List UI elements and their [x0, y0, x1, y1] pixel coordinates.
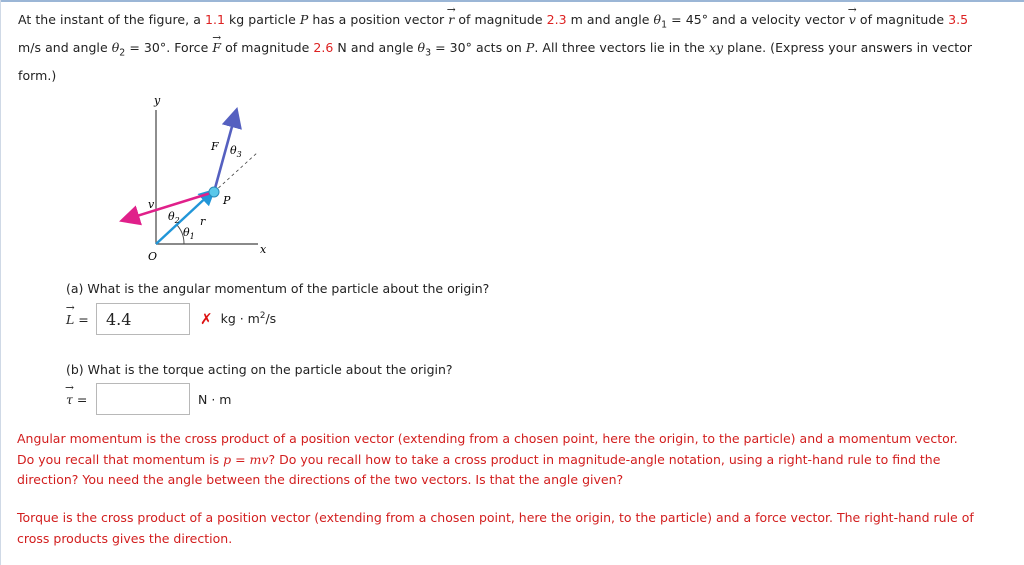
x-axis-label: x [260, 243, 267, 256]
answer-b-label: → τ = [66, 392, 96, 407]
theta2-label: $\theta_2$ [168, 210, 180, 225]
force-label: F [211, 140, 219, 153]
velocity-label: v [148, 198, 155, 211]
top-border [0, 0, 1024, 2]
theta3-label: $\theta_3$ [230, 144, 242, 159]
answer-row-a [66, 303, 276, 335]
vector-diagram [110, 92, 280, 272]
angular-momentum-input[interactable]: 4.4 [96, 303, 190, 335]
y-axis-label: y [154, 94, 161, 107]
incorrect-icon: ✗ [200, 310, 213, 328]
mass-value: 1.1 [204, 12, 225, 27]
hint-angular-momentum: Angular momentum is the cross product of a position vector (extending from a chosen point, here the origin, to the particle) and a momentum vector. Do you recall that momentum is p = mv? Do you recall how to take a cross product in magnitude-angle notation, using a right-hand rule to find the direction? You need the angle between the directions of the two vectors. Is that the angle given? [17, 431, 958, 487]
unit-b: N · m [198, 391, 232, 407]
v-magnitude: 3.5 [948, 12, 969, 27]
F-vector-symbol: → F [212, 37, 221, 60]
question-b: (b) What is the torque acting on the particle about the origin? [66, 362, 453, 377]
particle-label: P [223, 194, 231, 207]
left-border [0, 0, 1, 565]
answer-row-b [66, 383, 231, 415]
v-vector-symbol: → v [849, 9, 856, 32]
hint-torque: Torque is the cross product of a position vector (extending from a chosen point, here the origin, to the particle) and a force vector. The right-hand rule of cross products gives the direction. [17, 510, 974, 546]
torque-input[interactable] [96, 383, 190, 415]
particle-P [209, 187, 219, 197]
theta1-label: $\theta_1$ [183, 226, 195, 241]
position-label: r [200, 215, 206, 228]
origin-label: O [148, 250, 158, 263]
r-vector-symbol: → r [448, 9, 454, 32]
unit-a: kg · $m^2/s$ [220, 311, 277, 327]
r-magnitude: 2.3 [546, 12, 567, 27]
question-a: (a) What is the angular momentum of the particle about the origin? [66, 281, 490, 296]
problem-statement: At the instant of the figure, a 1.1 kg particle P has a position vector → r of magnitude 2.3 m and angle $\theta_1 = 45^\circ$ and a velocity vector → v of magnitude 3.5 m/s and angle $\theta_2 = 30^\circ$. Force → F of magnitude 2.6 N and angle $\theta_3 = 30^\circ$ acts on P. All three vectors lie in the xy plane. (Express your answers in vector form.) [18, 9, 1013, 88]
F-magnitude: 2.6 [313, 40, 334, 55]
answer-a-label: → L = [66, 312, 96, 327]
